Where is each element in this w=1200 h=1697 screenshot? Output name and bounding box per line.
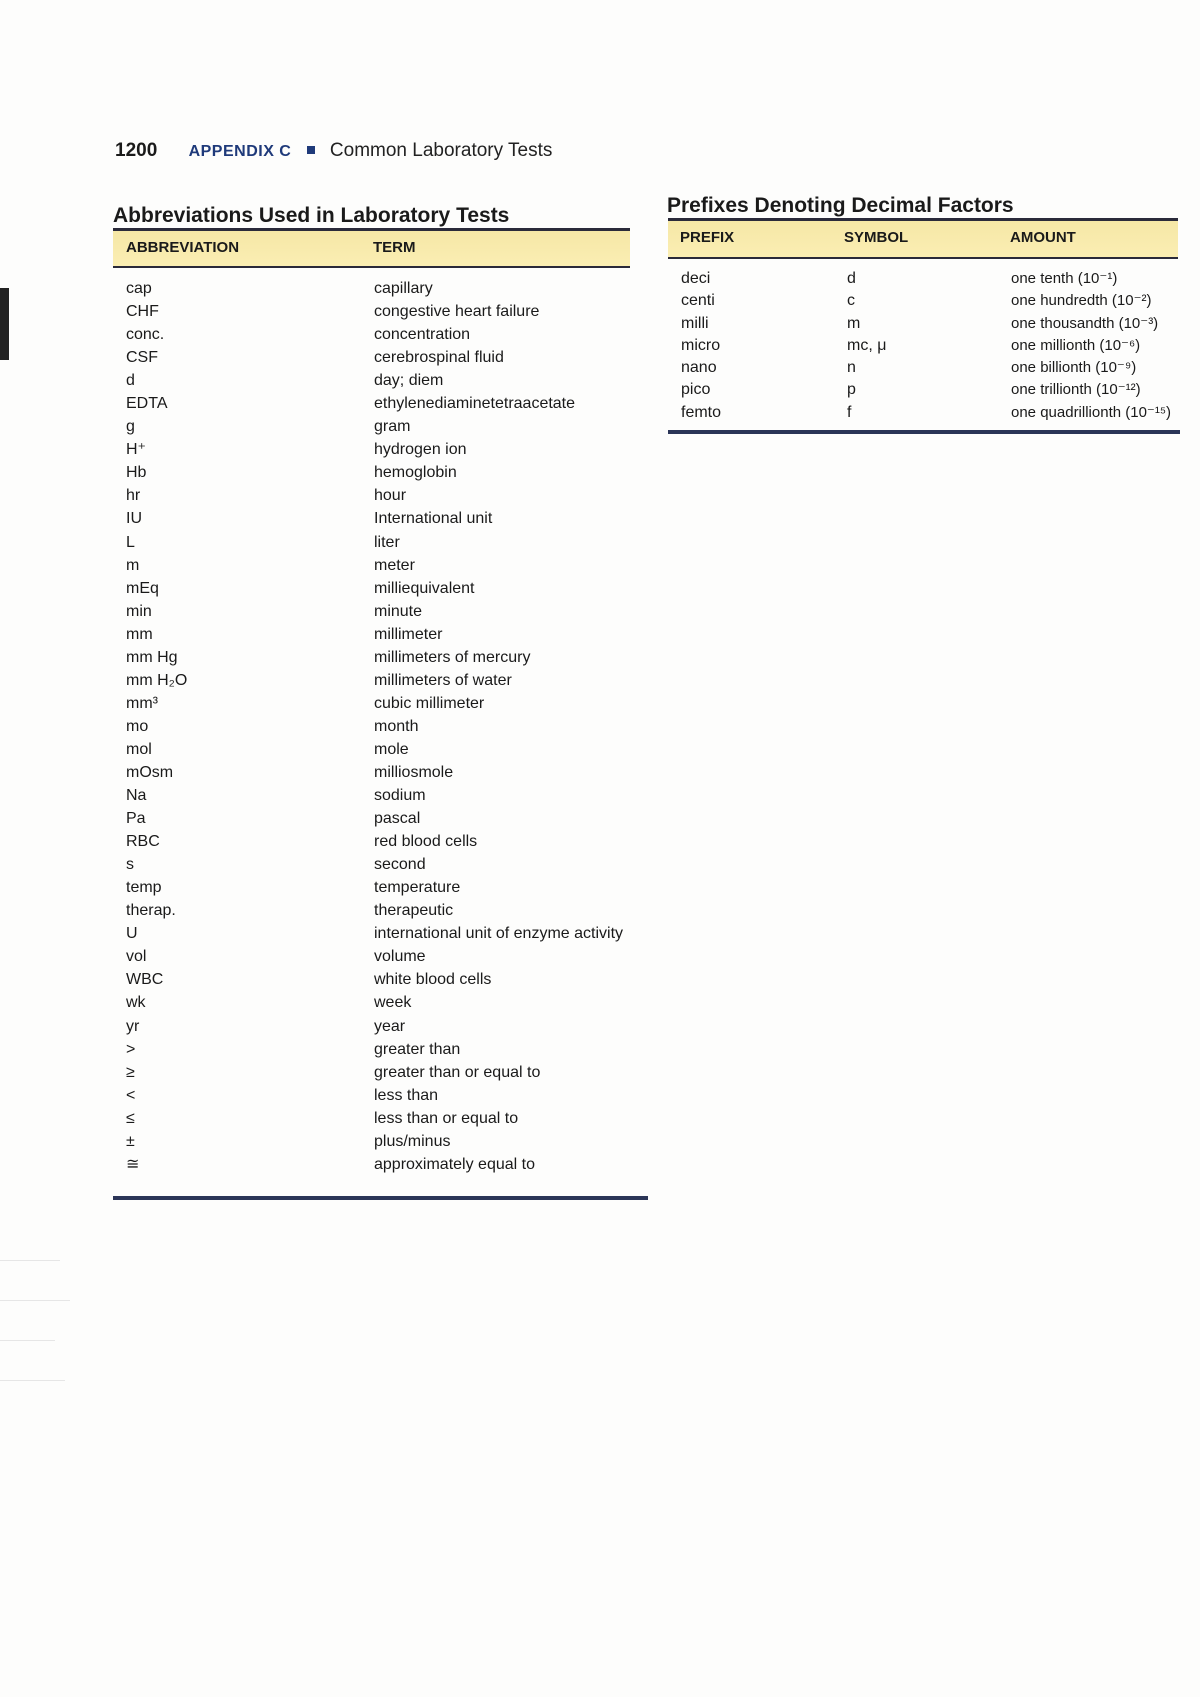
- col-header-symbol: SYMBOL: [844, 229, 909, 246]
- amount-cell: one millionth (10⁻⁶): [1011, 336, 1141, 354]
- term-cell: International unit: [374, 510, 493, 528]
- term-cell: minute: [374, 602, 423, 620]
- abbreviation-cell: Na: [126, 787, 147, 805]
- abbrev-table-bottom-rule: [113, 1196, 648, 1200]
- table-row: [126, 1015, 636, 1038]
- amount-cell: one quadrillionth (10⁻¹⁵): [1011, 403, 1172, 421]
- table-row: [126, 1153, 636, 1176]
- abbreviation-cell: mm³: [126, 694, 158, 712]
- abbreviation-cell: cap: [126, 280, 152, 297]
- bullet-icon: [307, 146, 315, 154]
- col-header-prefix: PREFIX: [680, 229, 735, 246]
- symbol-cell: p: [847, 381, 856, 399]
- table-row: [126, 531, 636, 554]
- abbreviation-cell: s: [126, 856, 134, 874]
- prefix-cell: deci: [681, 270, 711, 287]
- abbreviation-cell: Hb: [126, 464, 147, 482]
- abbreviation-cell: ≅: [126, 1155, 140, 1173]
- table-row: [126, 1084, 636, 1107]
- abbrev-table-title: Abbreviations Used in Laboratory Tests: [113, 204, 510, 227]
- table-row: [126, 692, 636, 715]
- term-cell: second: [374, 856, 426, 874]
- table-row: [126, 577, 636, 600]
- abbreviation-cell: <: [126, 1086, 136, 1104]
- abbreviation-cell: >: [126, 1040, 136, 1058]
- term-cell: cubic millimeter: [374, 694, 485, 712]
- abbreviation-cell: conc.: [126, 326, 165, 344]
- abbreviation-cell: mOsm: [126, 763, 174, 781]
- term-cell: hour: [374, 487, 407, 505]
- symbol-cell: m: [847, 314, 861, 332]
- abbreviation-cell: mol: [126, 740, 152, 758]
- prefix-cell: femto: [681, 403, 722, 421]
- table-row: [126, 899, 636, 922]
- table-row: [126, 346, 636, 369]
- table-row: [126, 784, 636, 807]
- abbreviation-cell: CHF: [126, 303, 159, 321]
- table-row: [126, 922, 636, 945]
- table-row: [126, 484, 636, 507]
- abbreviation-cell: EDTA: [126, 395, 168, 413]
- table-row: [126, 369, 636, 392]
- term-cell: hemoglobin: [374, 464, 457, 482]
- col-header-amount: AMOUNT: [1010, 229, 1076, 246]
- amount-cell: one hundredth (10⁻²): [1011, 292, 1152, 310]
- amount-cell: one trillionth (10⁻¹²): [1011, 381, 1141, 399]
- term-cell: approximately equal to: [374, 1155, 535, 1173]
- term-cell: volume: [374, 948, 426, 966]
- term-cell: capillary: [374, 280, 433, 297]
- table-row: [126, 277, 636, 300]
- prefix-table-bottom-rule: [668, 430, 1180, 434]
- page-header: [115, 140, 552, 162]
- table-row: [126, 415, 636, 438]
- abbreviation-cell: IU: [126, 510, 142, 528]
- table-row: [126, 1107, 636, 1130]
- table-row: [681, 378, 1181, 400]
- term-cell: temperature: [374, 879, 461, 897]
- term-cell: meter: [374, 556, 415, 574]
- term-cell: pascal: [374, 810, 421, 828]
- abbreviation-cell: mm Hg: [126, 648, 178, 666]
- abbreviation-cell: L: [126, 533, 135, 551]
- term-cell: congestive heart failure: [374, 303, 540, 321]
- edge-line: [0, 1340, 55, 1341]
- page-edge-mark: [0, 288, 9, 360]
- table-row: [681, 334, 1181, 356]
- term-cell: less than: [374, 1086, 439, 1104]
- prefix-cell: micro: [681, 336, 721, 354]
- term-cell: milliosmole: [374, 763, 454, 781]
- prefix-cell: milli: [681, 314, 709, 332]
- term-cell: year: [374, 1017, 406, 1035]
- symbol-cell: f: [847, 403, 852, 421]
- prefix-cell: centi: [681, 292, 715, 310]
- table-row: [126, 554, 636, 577]
- symbol-cell: mc, μ: [847, 336, 887, 354]
- term-cell: plus/minus: [374, 1132, 451, 1150]
- term-cell: day; diem: [374, 372, 444, 390]
- term-cell: gram: [374, 418, 411, 436]
- symbol-cell: n: [847, 359, 856, 377]
- edge-line: [0, 1300, 70, 1301]
- term-cell: international unit of enzyme activity: [374, 925, 624, 943]
- table-row: [126, 738, 636, 761]
- abbreviation-cell: m: [126, 556, 140, 574]
- term-cell: less than or equal to: [374, 1109, 519, 1127]
- table-row: [126, 392, 636, 415]
- abbrev-table-body: [126, 277, 636, 1176]
- amount-cell: one billionth (10⁻⁹): [1011, 359, 1137, 377]
- page-number: 1200: [115, 140, 158, 161]
- term-cell: sodium: [374, 787, 426, 805]
- table-row: [126, 968, 636, 991]
- amount-cell: one tenth (10⁻¹): [1011, 270, 1118, 287]
- abbreviation-cell: CSF: [126, 349, 158, 367]
- table-row: [126, 669, 636, 692]
- abbreviation-cell: mm H₂O: [126, 671, 188, 689]
- table-row: [681, 401, 1181, 423]
- prefix-cell: nano: [681, 359, 717, 377]
- abbreviation-cell: Pa: [126, 810, 146, 828]
- table-row: [126, 507, 636, 530]
- table-row: [126, 945, 636, 968]
- term-cell: greater than or equal to: [374, 1063, 541, 1081]
- abbreviation-cell: ±: [126, 1132, 135, 1150]
- term-cell: white blood cells: [374, 971, 492, 989]
- abbreviation-cell: mo: [126, 717, 149, 735]
- prefix-cell: pico: [681, 381, 711, 399]
- abbreviation-cell: WBC: [126, 971, 164, 989]
- abbreviation-cell: g: [126, 418, 135, 436]
- abbreviation-cell: temp: [126, 879, 162, 897]
- table-row: [126, 1038, 636, 1061]
- edge-line: [0, 1260, 60, 1261]
- table-row: [126, 600, 636, 623]
- abbreviation-cell: RBC: [126, 833, 160, 851]
- abbreviation-cell: H⁺: [126, 441, 146, 459]
- table-row: [126, 623, 636, 646]
- term-cell: red blood cells: [374, 833, 478, 851]
- edge-line: [0, 1380, 65, 1381]
- abbreviation-cell: U: [126, 925, 138, 943]
- abbreviation-cell: yr: [126, 1017, 140, 1035]
- term-cell: ethylenediaminetetraacetate: [374, 395, 576, 413]
- abbreviation-cell: ≥: [126, 1063, 135, 1081]
- table-row: [126, 1130, 636, 1153]
- abbreviation-cell: therap.: [126, 902, 176, 920]
- col-header-term: TERM: [373, 239, 416, 256]
- col-header-abbreviation: ABBREVIATION: [126, 239, 240, 256]
- table-row: [126, 830, 636, 853]
- table-row: [126, 1061, 636, 1084]
- abbreviation-cell: min: [126, 602, 152, 620]
- table-row: [681, 289, 1181, 311]
- table-row: [681, 312, 1181, 334]
- amount-cell: one thousandth (10⁻³): [1011, 314, 1159, 332]
- appendix-subtitle: Common Laboratory Tests: [329, 140, 553, 161]
- term-cell: liter: [374, 533, 400, 551]
- table-row: [126, 715, 636, 738]
- term-cell: hydrogen ion: [374, 441, 467, 459]
- table-row: [126, 438, 636, 461]
- term-cell: mole: [374, 740, 409, 758]
- abbreviation-cell: ≤: [126, 1109, 135, 1127]
- abbreviation-cell: hr: [126, 487, 141, 505]
- abbreviation-cell: vol: [126, 948, 147, 966]
- table-row: [681, 356, 1181, 378]
- term-cell: therapeutic: [374, 902, 454, 920]
- abbreviation-cell: mm: [126, 625, 153, 643]
- term-cell: millimeters of water: [374, 671, 512, 689]
- abbreviation-cell: wk: [126, 994, 146, 1012]
- table-row: [126, 853, 636, 876]
- abbreviation-cell: d: [126, 372, 135, 390]
- table-row: [126, 323, 636, 346]
- symbol-cell: d: [847, 270, 856, 287]
- appendix-label: APPENDIX C: [188, 143, 292, 160]
- table-row: [681, 267, 1181, 289]
- abbrev-table-header: [113, 228, 630, 268]
- table-row: [126, 646, 636, 669]
- term-cell: cerebrospinal fluid: [374, 349, 504, 367]
- term-cell: greater than: [374, 1040, 461, 1058]
- table-row: [126, 300, 636, 323]
- table-row: [126, 807, 636, 830]
- prefix-table-body: [681, 267, 1181, 423]
- term-cell: month: [374, 717, 419, 735]
- term-cell: millimeter: [374, 625, 443, 643]
- table-row: [126, 761, 636, 784]
- prefix-table-header: [668, 218, 1178, 259]
- prefix-table-title: Prefixes Denoting Decimal Factors: [667, 194, 1014, 217]
- term-cell: milliequivalent: [374, 579, 475, 597]
- table-row: [126, 991, 636, 1014]
- abbreviation-cell: mEq: [126, 579, 159, 597]
- symbol-cell: c: [847, 292, 855, 310]
- term-cell: concentration: [374, 326, 471, 344]
- table-row: [126, 876, 636, 899]
- table-row: [126, 461, 636, 484]
- term-cell: week: [374, 994, 412, 1012]
- term-cell: millimeters of mercury: [374, 648, 531, 666]
